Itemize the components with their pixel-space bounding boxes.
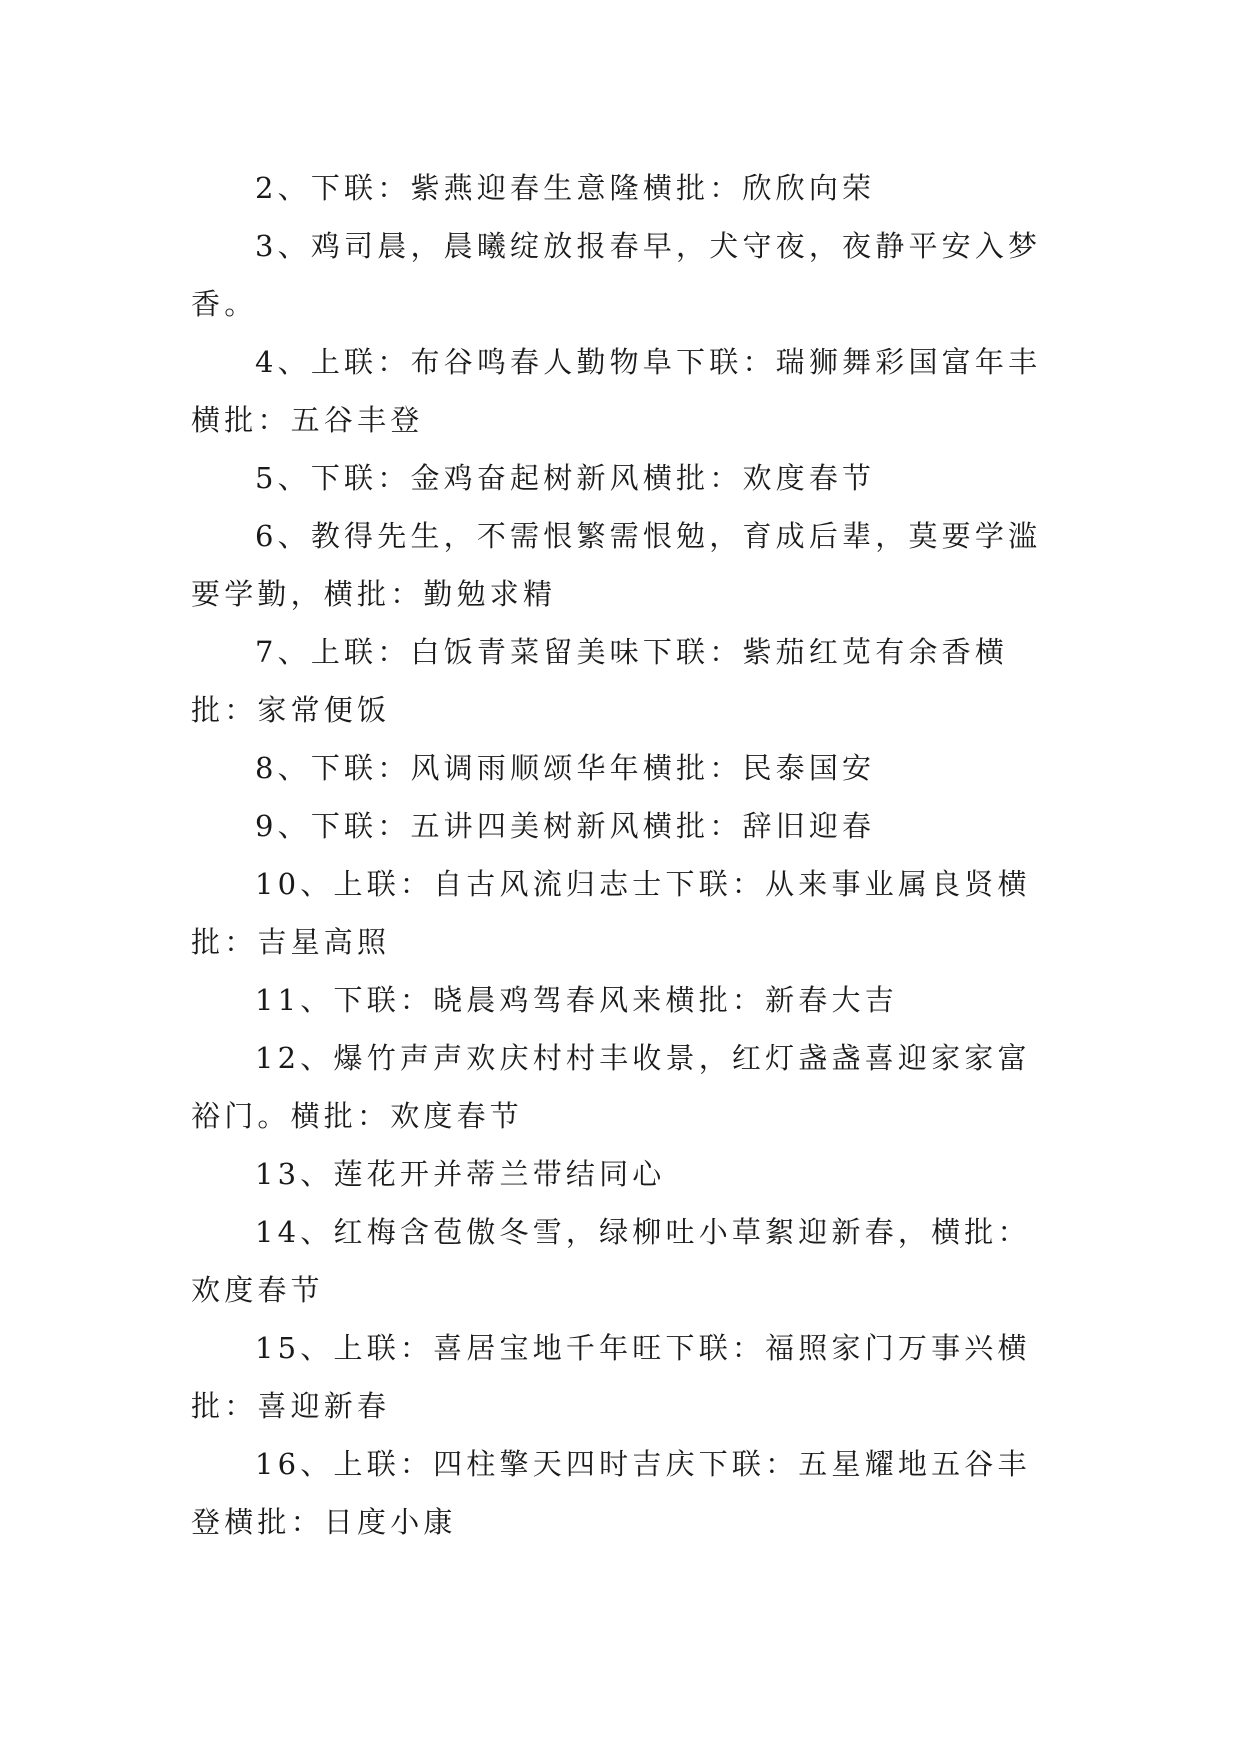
paragraph-9: 9、下联：五讲四美树新风横批：辞旧迎春 [255,809,876,843]
document-body [191,159,1061,1551]
paragraph-12: 12、爆竹声声欢庆村村丰收景，红灯盏盏喜迎家家富裕门。横批：欢度春节 [191,1041,1031,1133]
paragraph-13: 13、莲花开并蒂兰带结同心 [255,1157,666,1191]
paragraph-14: 14、红梅含苞傲冬雪，绿柳吐小草絮迎新春，横批：欢度春节 [191,1215,1031,1307]
paragraph-2: 2、下联：紫燕迎春生意隆横批：欣欣向荣 [255,171,876,205]
paragraph-8: 8、下联：风调雨顺颂华年横批：民泰国安 [255,751,876,785]
paragraph-6: 6、教得先生，不需恨繁需恨勉，育成后辈，莫要学滥要学勤，横批：勤勉求精 [191,519,1042,611]
paragraph-11: 11、下联：晓晨鸡驾春风来横批：新春大吉 [255,983,898,1017]
paragraph-10: 10、上联：自古风流归志士下联：从来事业属良贤横批：吉星高照 [191,867,1031,959]
paragraph-4: 4、上联：布谷鸣春人勤物阜下联：瑞狮舞彩国富年丰横批：五谷丰登 [191,345,1042,437]
paragraph-15: 15、上联：喜居宝地千年旺下联：福照家门万事兴横批：喜迎新春 [191,1331,1031,1423]
paragraph-16: 16、上联：四柱擎天四时吉庆下联：五星耀地五谷丰登横批：日度小康 [191,1447,1031,1539]
paragraph-5: 5、下联：金鸡奋起树新风横批：欢度春节 [255,461,876,495]
paragraph-7: 7、上联：白饭青菜留美味下联：紫茄红苋有余香横批：家常便饭 [191,635,1009,727]
paragraph-3: 3、鸡司晨，晨曦绽放报春早，犬守夜，夜静平安入梦香。 [191,229,1042,321]
